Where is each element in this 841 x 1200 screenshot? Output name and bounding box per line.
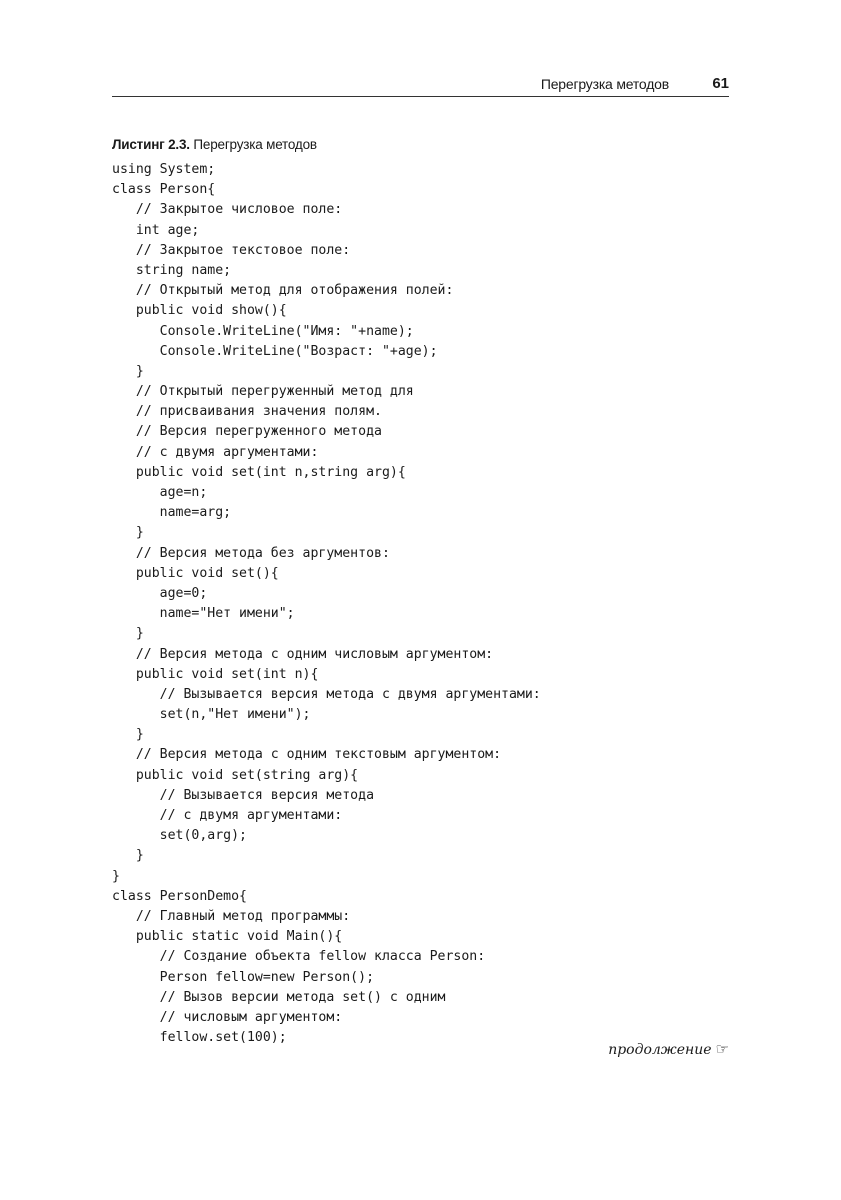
code-line: age=n; <box>112 485 208 500</box>
continuation-label: продолжение <box>608 1042 712 1058</box>
page-header <box>112 72 729 97</box>
code-line: // Версия метода с одним текстовым аргументом: <box>112 747 502 763</box>
code-line: public static void Main(){ <box>112 929 343 945</box>
code-line: Console.WriteLine("Имя: "+name); <box>112 323 414 339</box>
running-title: Перегрузка методов <box>540 76 669 92</box>
code-line: // Версия метода с одним числовым аргументом: <box>112 646 494 662</box>
code-listing <box>112 160 541 1048</box>
code-line: public void set(){ <box>112 565 279 581</box>
code-line: public void set(string arg){ <box>112 767 359 783</box>
pointing-hand-icon: ☞ <box>715 1040 729 1058</box>
code-line: Console.WriteLine("Возраст: "+age); <box>112 343 438 359</box>
listing-caption <box>112 137 317 152</box>
code-line: int age; <box>112 222 200 238</box>
code-line: name="Нет имени"; <box>112 606 295 622</box>
code-line: class PersonDemo{ <box>112 888 247 904</box>
code-line: // Закрытое числовое поле: <box>112 202 343 218</box>
code-line: // числовым аргументом: <box>112 1009 343 1025</box>
code-line: // с двумя аргументами: <box>112 444 319 460</box>
code-line: } <box>112 848 144 864</box>
code-line: public void set(int n,string arg){ <box>112 464 406 480</box>
listing-label: Листинг 2.3. <box>112 137 190 152</box>
code-line: // Создание объекта fellow класса Person: <box>112 949 486 965</box>
continuation-note <box>608 1040 729 1058</box>
code-line: } <box>112 363 144 379</box>
code-line: // Версия перегруженного метода <box>112 424 382 440</box>
code-line: } <box>112 626 144 642</box>
code-line: // присваивания значения полям. <box>112 404 382 420</box>
code-line: age=0; <box>112 585 208 601</box>
page-number: 61 <box>712 75 729 92</box>
code-line: // Вызов версии метода set() с одним <box>112 989 446 1005</box>
code-line: // Закрытое текстовое поле: <box>112 242 351 258</box>
code-line: Person fellow=new Person(); <box>112 969 375 985</box>
code-line: string name; <box>112 262 232 278</box>
code-line: // с двумя аргументами: <box>112 808 343 823</box>
code-line: fellow.set(100); <box>112 1030 287 1046</box>
code-line: } <box>112 727 144 743</box>
code-line: // Главный метод программы: <box>112 908 351 924</box>
code-line: using System; <box>112 162 216 177</box>
code-line: // Открытый перегруженный метод для <box>112 384 414 400</box>
code-line: } <box>112 525 144 541</box>
code-line: set(0,arg); <box>112 828 247 844</box>
code-line: set(n,"Нет имени"); <box>112 707 311 723</box>
listing-title: Перегрузка методов <box>193 137 317 152</box>
code-line: class Person{ <box>112 182 216 198</box>
code-line: public void show(){ <box>112 303 287 319</box>
code-line: // Версия метода без аргументов: <box>112 545 390 561</box>
code-line: // Вызывается версия метода <box>112 787 375 803</box>
code-line: // Открытый метод для отображения полей: <box>112 283 454 299</box>
code-line: name=arg; <box>112 505 232 521</box>
code-line: } <box>112 868 120 884</box>
code-line: // Вызывается версия метода с двумя аргументами: <box>112 686 541 702</box>
code-line: public void set(int n){ <box>112 666 319 682</box>
